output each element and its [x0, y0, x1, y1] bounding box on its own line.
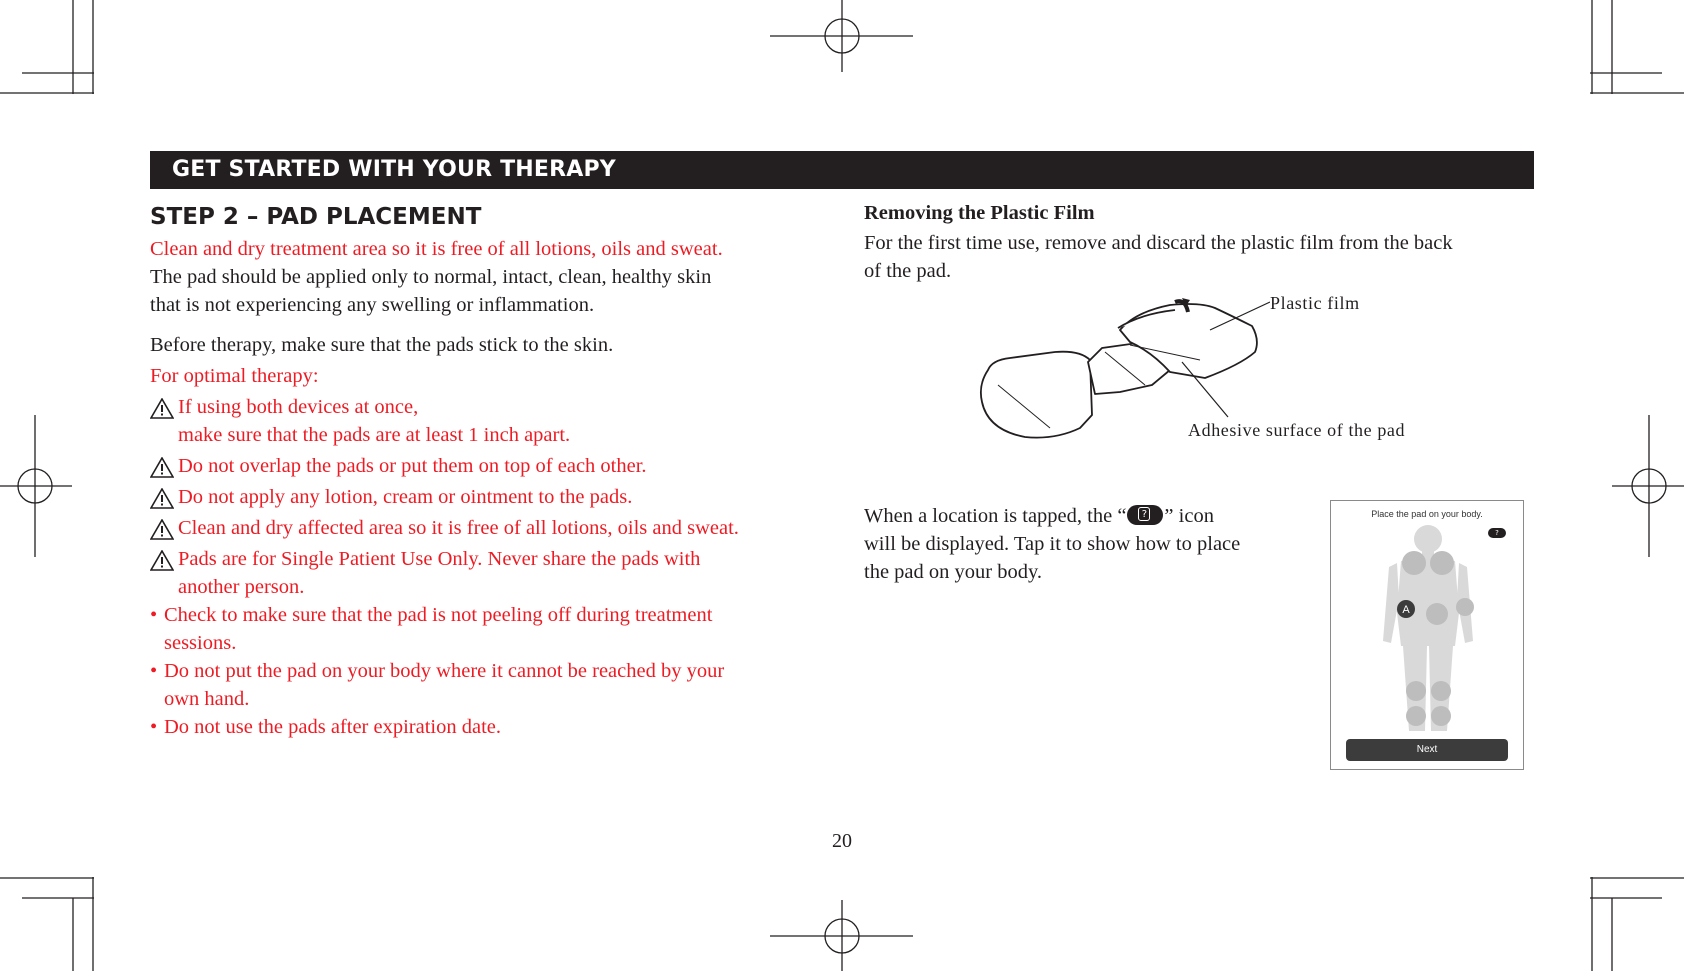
warning-text-cont: another person. [178, 576, 305, 598]
para2: Before therapy, make sure that the pads stick to the skin. [150, 334, 614, 356]
help-icon [1127, 505, 1163, 525]
para1-line1: The pad should be applied only to normal, intact, clean, healthy skin [150, 266, 712, 288]
next-button[interactable]: Next [1346, 739, 1508, 761]
help-glyph: ? [1138, 507, 1150, 521]
plastic-film-text-line1: For the first time use, remove and discard the plastic film from the back [864, 232, 1453, 254]
bullet-text: Check to make sure that the pad is not peeling off during treatment [164, 604, 713, 626]
section-banner: GET STARTED WITH YOUR THERAPY [150, 151, 1534, 189]
warning-triangle-icon [150, 457, 174, 478]
warning-text: Do not overlap the pads or put them on top of each other. [178, 455, 647, 477]
screen-help-glyph: ? [1495, 529, 1499, 537]
optimal-heading: For optimal therapy: [150, 365, 319, 387]
warning-text: Do not apply any lotion, cream or ointment to the pads. [178, 486, 633, 508]
page-number: 20 [832, 830, 852, 852]
callout-plastic-film: Plastic film [1270, 293, 1360, 313]
warning-text: Clean and dry affected area so it is free of all lotions, oils and sweat. [178, 517, 739, 539]
plastic-film-text-line2: of the pad. [864, 260, 952, 282]
plastic-film-heading: Removing the Plastic Film [864, 202, 1095, 224]
location-text-line3: the pad on your body. [864, 561, 1043, 583]
marker-a-label: A [1402, 604, 1410, 616]
screen-title: Place the pad on your body. [1371, 509, 1483, 519]
bullet-text-cont: own hand. [164, 688, 250, 710]
warning-text-cont: make sure that the pads are at least 1 inch apart. [178, 424, 571, 446]
body-figure [1331, 501, 1525, 771]
warning-triangle-icon [150, 550, 174, 571]
bullet-dot: • [150, 660, 158, 682]
warning-text: If using both devices at once, [178, 396, 419, 418]
warning-triangle-icon [150, 488, 174, 509]
phone-screen [1330, 500, 1524, 770]
pad-illustration [970, 290, 1270, 440]
bullet-dot: • [150, 604, 158, 626]
para1-line2: that is not experiencing any swelling or inflammation. [150, 294, 595, 316]
warning-text: Pads are for Single Patient Use Only. Never share the pads with [178, 548, 701, 570]
bullet-text-cont: sessions. [164, 632, 237, 654]
location-text-a: When a location is tapped, the “ [864, 505, 1127, 527]
warning-triangle-icon [150, 398, 174, 419]
intro-red-text: Clean and dry treatment area so it is free of all lotions, oils and sweat. [150, 238, 723, 260]
warning-triangle-icon [150, 519, 174, 540]
callout-adhesive-surface: Adhesive surface of the pad [1188, 420, 1406, 440]
location-text-line1 [864, 502, 1214, 530]
location-text-b: ” icon [1164, 505, 1214, 527]
step-title: STEP 2 – PAD PLACEMENT [150, 204, 482, 230]
bullet-dot: • [150, 716, 158, 738]
location-text-line2: will be displayed. Tap it to show how to place [864, 533, 1241, 555]
bullet-text: Do not put the pad on your body where it cannot be reached by your [164, 660, 725, 682]
bullet-text: Do not use the pads after expiration date. [164, 716, 501, 738]
